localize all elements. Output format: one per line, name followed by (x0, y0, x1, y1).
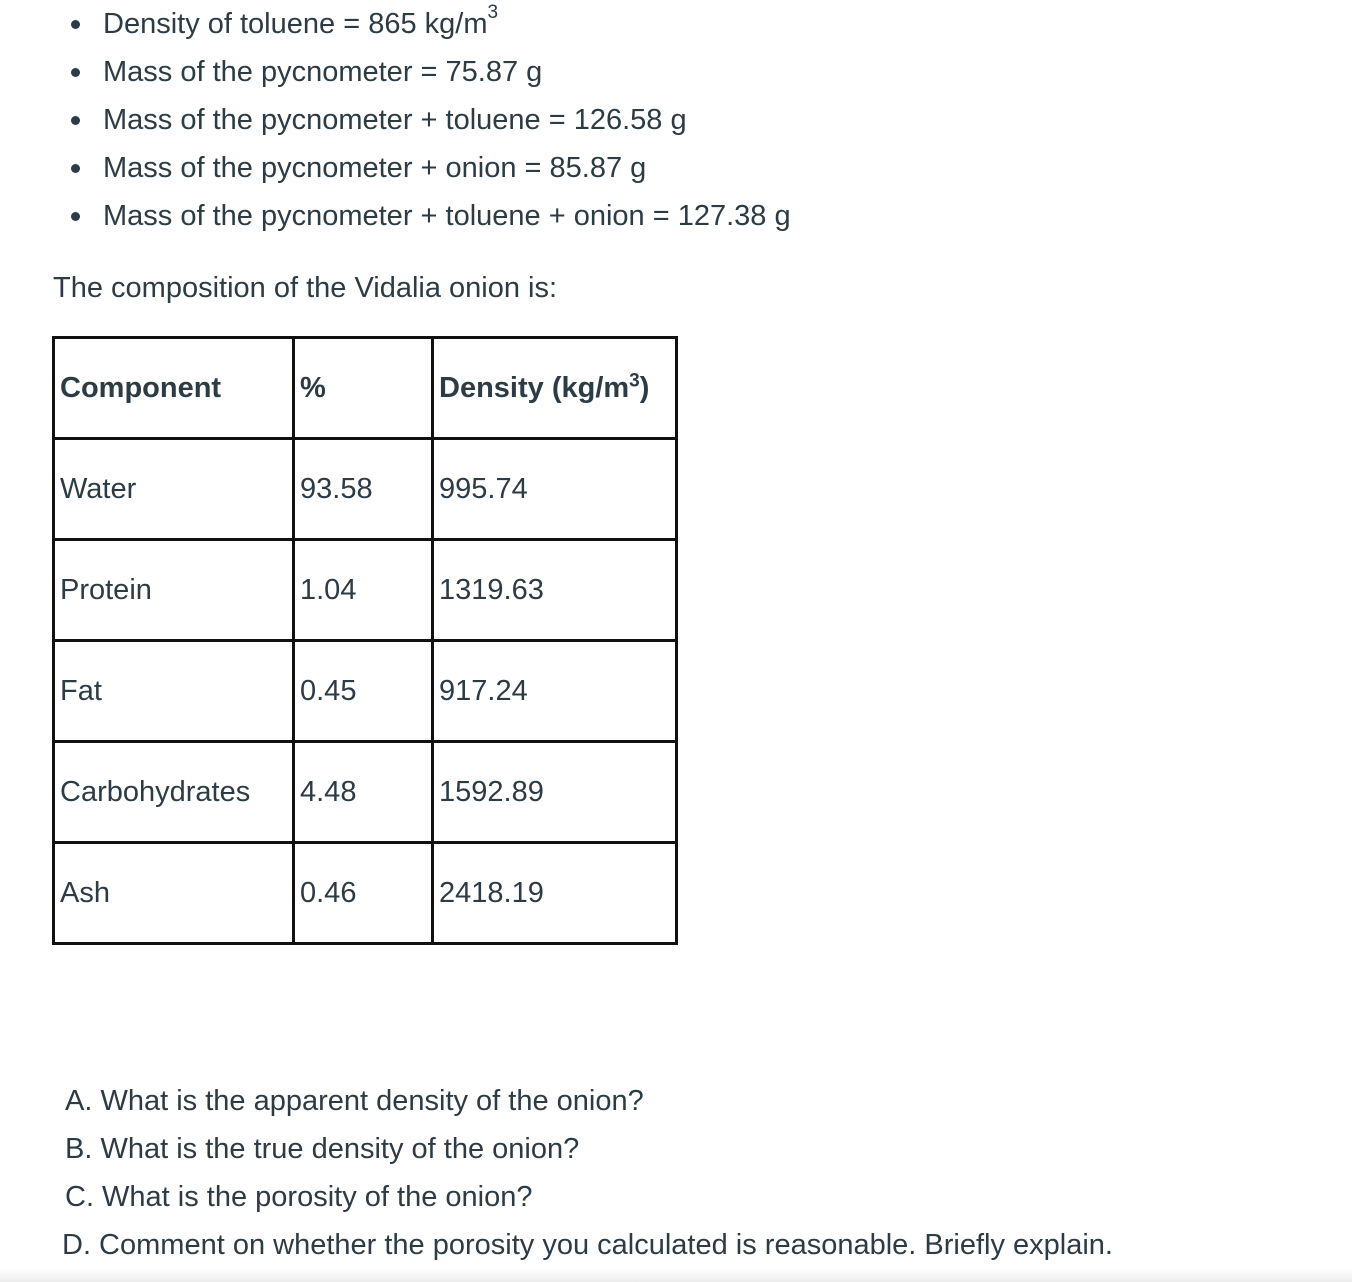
cell-density: 995.74 (433, 439, 677, 540)
cell-percent: 93.58 (294, 439, 433, 540)
cell-component: Protein (54, 540, 294, 641)
bottom-fade (0, 1268, 1352, 1282)
list-item (103, 151, 646, 185)
header-density (433, 338, 677, 439)
cell-component: Fat (54, 641, 294, 742)
cell-percent: 1.04 (294, 540, 433, 641)
table-row (54, 641, 677, 742)
given-toluene-density: Density of toluene = 865 kg/m (103, 8, 488, 40)
cell-percent: 0.45 (294, 641, 433, 742)
given-pycnometer-mass: Mass of the pycnometer = 75.87 g (103, 56, 543, 88)
table-header-row (54, 338, 677, 439)
cell-component: Ash (54, 843, 294, 944)
table-row (54, 843, 677, 944)
composition-table (52, 336, 678, 945)
question-d: D. Comment on whether the porosity you calculated is reasonable. Briefly explain. (62, 1229, 1113, 1261)
header-density-close: ) (639, 372, 650, 404)
cell-percent: 0.46 (294, 843, 433, 944)
table-row (54, 742, 677, 843)
header-component: Component (54, 338, 294, 439)
cell-density: 1319.63 (433, 540, 677, 641)
question-a: A. What is the apparent density of the onion? (65, 1085, 644, 1117)
cubed-superscript: 3 (487, 2, 499, 24)
bullet-icon (71, 68, 80, 77)
table-row (54, 540, 677, 641)
list-item (103, 199, 791, 233)
bullet-icon (71, 116, 80, 125)
bullet-icon (71, 164, 80, 173)
table-row (54, 439, 677, 540)
question-b: B. What is the true density of the onion? (65, 1133, 580, 1165)
cell-density: 1592.89 (433, 742, 677, 843)
list-item (103, 2, 499, 41)
cell-component: Carbohydrates (54, 742, 294, 843)
cell-component: Water (54, 439, 294, 540)
header-density-superscript: 3 (629, 370, 640, 392)
cell-percent: 4.48 (294, 742, 433, 843)
header-density-label: Density (kg/m (439, 372, 630, 404)
bullet-icon (71, 212, 80, 221)
given-pycnometer-toluene-onion-mass: Mass of the pycnometer + toluene + onion = 127.38 g (103, 200, 791, 232)
cell-density: 917.24 (433, 641, 677, 742)
cell-density: 2418.19 (433, 843, 677, 944)
list-item (103, 55, 542, 89)
given-pycnometer-toluene-mass: Mass of the pycnometer + toluene = 126.58 g (103, 104, 687, 136)
composition-intro: The composition of the Vidalia onion is: (53, 272, 558, 304)
bullet-icon (71, 20, 80, 29)
header-percent: % (294, 338, 433, 439)
list-item (103, 103, 687, 137)
given-pycnometer-onion-mass: Mass of the pycnometer + onion = 85.87 g (103, 152, 647, 184)
question-c: C. What is the porosity of the onion? (65, 1181, 533, 1213)
